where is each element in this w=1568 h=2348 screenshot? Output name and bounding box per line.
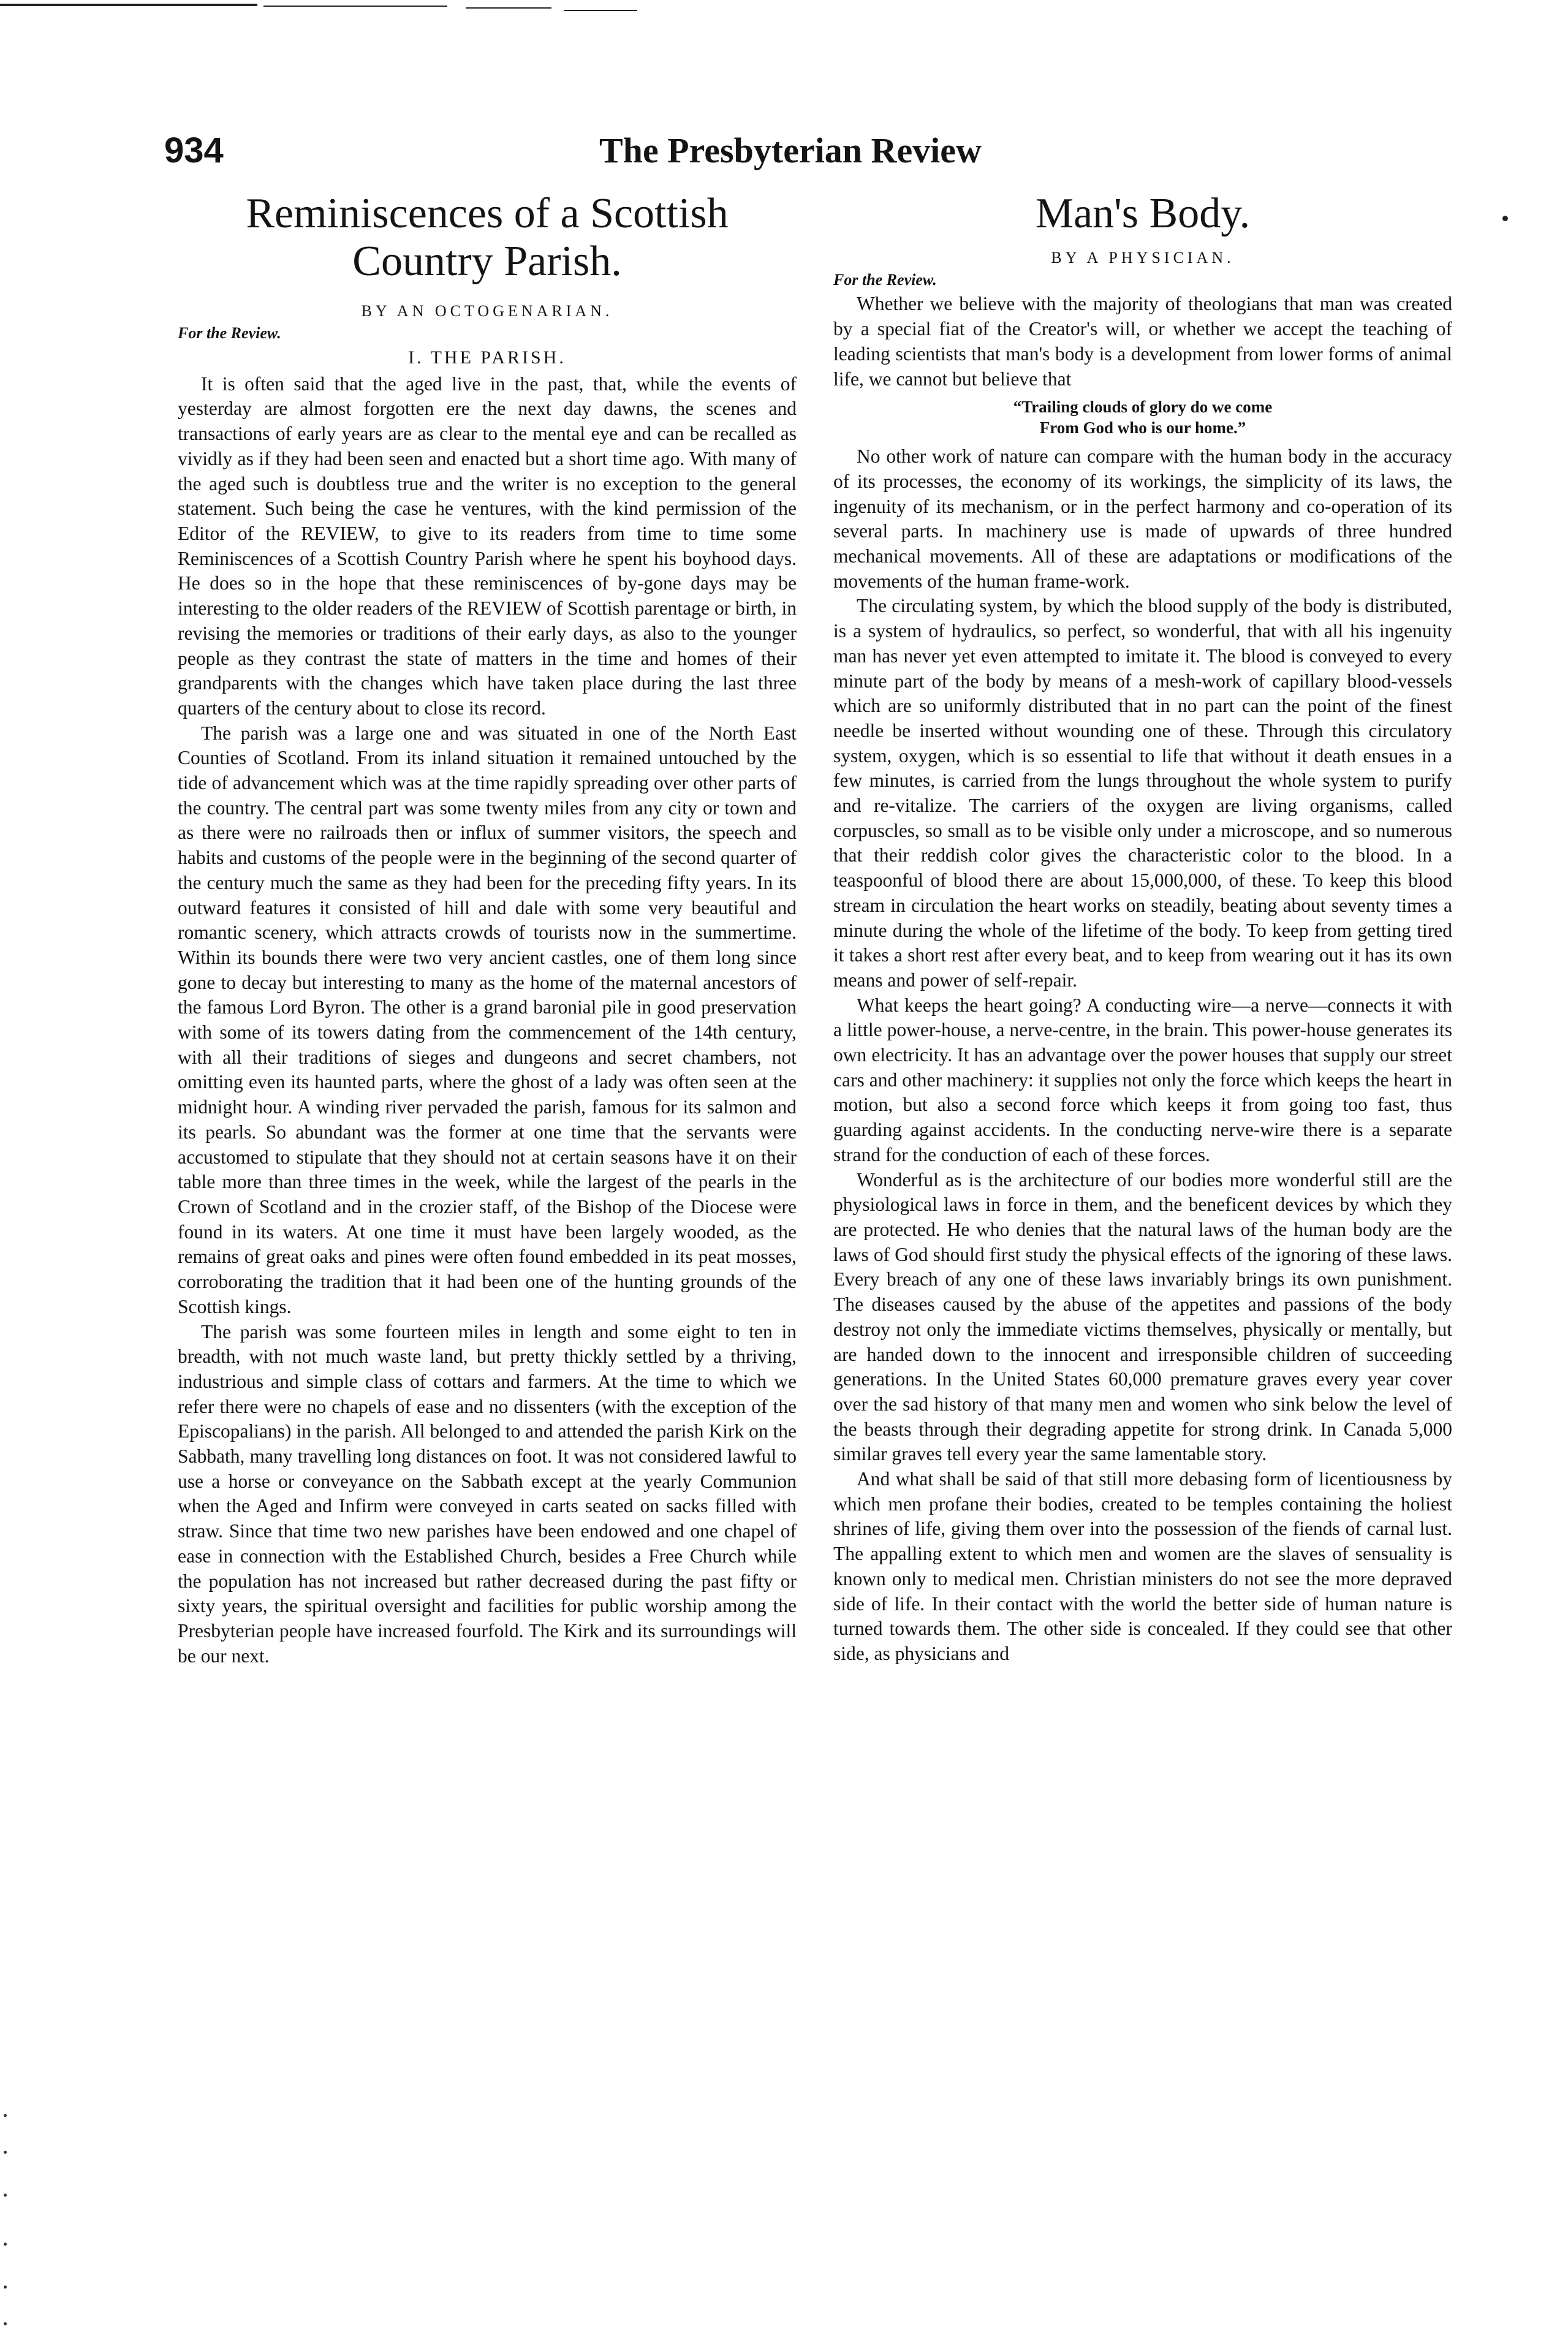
- left-paragraph: It is often said that the aged live in the past, that, while the events of yesterday are almost forgotten ere the next day dawns, the scenes and transactions of early years are as clear to the mental eye and can be recalled as vividly as if they had been seen and enacted but a short time ago. With many of the aged such is doubtless true and the writer is no exception to the general statement. Such being the case he ventures, with the kind permission of the Editor of the REVIEW, to give to its readers from time to time some Reminiscences of a Scottish Country Parish where he spent his boyhood days. He does so in the hope that these reminiscences of by-gone days may be interesting to the older readers of the REVIEW of Scottish parentage or birth, in revising the memories or traditions of their early days, as also to the younger people as they contrast the state of matters in the time and homes of their grandparents with the changes which have taken place during the last three quarters of the century about to close its record.: [178, 373, 797, 719]
- left-article: [178, 190, 797, 1668]
- left-paragraph: The parish was a large one and was situated in one of the North East Counties of Scotland. From its inland situation it remained untouched by the tide of advancement which was at the time rapidly spreading over other parts of the country. The central part was some twenty miles from any city or town and as there were no railroads then or influx of summer visitors, the speech and habits and customs of the people were in the beginning of the second quarter of the century much the same as they had been for the preceding fifty years. In its outward features it consisted of hill and dale with some very beautiful and romantic scenery, which attracts crowds of tourists now in the summertime. Within its bounds there were two very ancient castles, one of them long since gone to decay but interesting to many as the home of the maternal ancestors of the famous Lord Byron. The other is a grand baronial pile in good preservation with some of its towers dating from the commencement of the 14th century, with all their traditions of sieges and dungeons and secret chambers, not omitting even its haunted parts, where the ghost of a lady was often seen at the midnight hour. A winding river pervaded the parish, famous for its salmon and its pearls. So abundant was the former at one time that the servants were accustomed to stipulate that they should not at certain seasons have it on their table more than three times in the week, while the largest of the pearls in the Crown of Scotland and in the crozier staff, of the Bishop of the Diocese were found in its waters. At one time it must have been largely wooded, as the remains of great oaks and pines were often found embedded in its peat mosses, corroborating the tradition that it had been one of the hunting grounds of the Scottish kings.: [178, 722, 797, 1317]
- left-paragraph: The parish was some fourteen miles in length and some eight to ten in breadth, with not much waste land, but pretty thickly settled by a thriving, industrious and simple class of cottars and farmers. At the time to which we refer there were no chapels of ease and no dissenters (with the exception of the Episcopalians) in the parish. All belonged to and attended the parish Kirk on the Sabbath, many travelling long distances on foot. It was not considered lawful to use a horse or conveyance on the Sabbath except at the yearly Communion when the Aged and Infirm were conveyed in carts seated on sacks filled with straw. Since that time two new parishes have been endowed and one chapel of ease in connection with the Established Church, besides a Free Church while the population has not increased but rather decreased during the past fifty or sixty years, the spiritual oversight and facilities for public worship among the Presbyterian people have increased fourfold. The Kirk and its surroundings will be our next.: [178, 1320, 797, 1667]
- right-article: [833, 190, 1452, 1667]
- scan-edge-marks: [0, 0, 674, 9]
- quote-line: From God who is our home.”: [1039, 418, 1246, 437]
- right-paragraph: Whether we believe with the majority of theologians that man was created by a special fiat of the Creator's will, or whether we accept the teaching of leading scientists that man's body is a development from lower forms of animal life, we cannot but believe that: [833, 293, 1452, 390]
- right-paragraph: Wonderful as is the architecture of our bodies more wonderful still are the physiological laws in force in them, and the beneficent devices by which they are protected. He who denies that the natural laws of the human body are the laws of God should first study the physical effects of the ignoring of these laws. Every breach of any one of these laws invariably brings its own punishment. The diseases caused by the abuse of the appetites and passions of the body destroy not only the immediate victims themselves, physically or mentally, but are handed down to the innocent and irresponsible children of succeeding generations. In the United States 60,000 premature graves every year cover over the sad history of that many men and women who sink below the level of the beasts through their degrading appetite for strong drink. In Canada 5,000 similar graves tell every year the same lamentable story.: [833, 1168, 1452, 1465]
- stray-mark: [1502, 216, 1508, 221]
- left-article-byline: BY AN OCTOGENARIAN.: [361, 301, 613, 320]
- binding-margin-marks: [4, 2114, 9, 2335]
- right-article-byline: BY A PHYSICIAN.: [1051, 249, 1235, 267]
- right-paragraph: What keeps the heart going? A conducting wire—a nerve—connects it with a little power-house, a nerve-centre, in the brain. This power-house generates its own electricity. It has an advantage over the power houses that supply our street cars and other machinery: it supplies not only the force which keeps the heart in motion, but also a second force which keeps it from going too fast, thus guarding against accidents. In the conducting nerve-wire there is a separate strand for the conduction of each of these forces.: [833, 994, 1452, 1165]
- journal-title: The Presbyterian Review: [599, 131, 982, 170]
- left-article-title: Reminiscences of a Scottish Country Parish.: [246, 190, 729, 286]
- right-paragraph: And what shall be said of that still more debasing form of licentiousness by which men profane their bodies, created to be temples containing the holiest shrines of life, giving them over into the possession of the fiends of carnal lust. The appalling extent to which men and women are the slaves of sensuality is known only to medical men. Christian ministers do not see the more depraved side of life. In their contact with the world the better side of human nature is turned towards them. The other side is concealed. If they could see that other side, as physicians and: [833, 1468, 1452, 1664]
- left-for-review: For the Review.: [178, 324, 281, 342]
- page-number: 934: [164, 131, 224, 170]
- quote-line: “Trailing clouds of glory do we come: [1013, 398, 1273, 417]
- running-header: [164, 130, 1451, 173]
- right-paragraph: No other work of nature can compare with the human body in the accuracy of its processes, the economy of its workings, the simplicity of its laws, the ingenuity of its mechanism, or in the perfect harmony and co-operation of its several parts. In machinery use is made of upwards of three hundred mechanical movements. All of these are adaptations or modifications of the movements of the human frame-work.: [833, 445, 1452, 592]
- right-for-review: For the Review.: [833, 271, 937, 289]
- section-heading: I. THE PARISH.: [408, 347, 566, 368]
- right-paragraph: The circulating system, by which the blood supply of the body is distributed, is a system of hydraulics, so perfect, so wonderful, that with all his ingenuity man has never yet even attempted to imitate it. The blood is conveyed to every minute part of the body by means of a mesh-work of capillary blood-vessels which are so uniformly distributed that in no part can the point of the finest needle be inserted without wounding one of these. Through this circulatory system, oxygen, which is so essential to life that without it death ensues in a few minutes, is carried from the lungs throughout the whole system to purify and re-vitalize. The carriers of the oxygen are living organisms, called corpuscles, so small as to be visible only under a microscope, and so numerous that their reddish color gives the characteristic color to the blood. In a teaspoonful of blood there are about 15,000,000, of these. To keep this blood stream in circulation the heart works on steadily, beating about seventy times a minute during the whole of the lifetime of the body. To keep from getting tired it takes a short rest after every beat, and to keep from wearing out it has its own means and power of self-repair.: [833, 595, 1452, 991]
- right-article-title: Man's Body.: [1035, 190, 1251, 237]
- poem-quote: [833, 396, 1452, 438]
